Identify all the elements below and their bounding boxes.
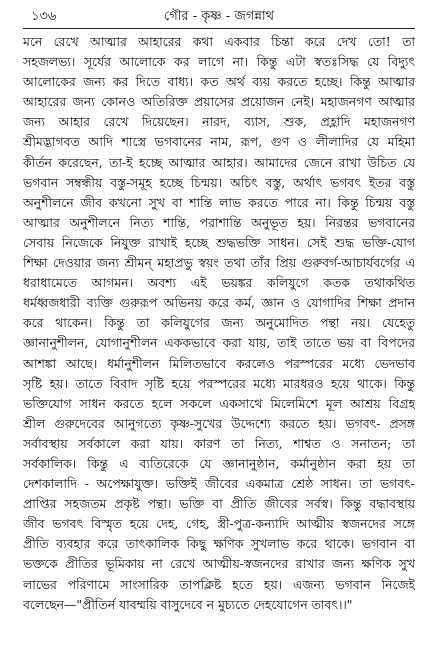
text-line: জ্ঞানানুশীলন, যোগানুশীলন এককভাবে করা যায়, তাই তাতে ভয় বা বিপদের: [23, 335, 415, 351]
body-paragraph: [23, 32, 415, 615]
text-line: ভক্তিযোগ সাধন করতে হলে সকলে একসাথে মিলেমিশে মূল আশ্রয় বিগ্রহ: [23, 395, 415, 411]
text-line: করে থাকেন। কিন্তু তা কলিযুগের জন্য অনুমোদিত পন্থা নয়। যেহেতু: [23, 315, 415, 331]
text-line: সহজলভ্য। সূর্যের আলোকে কর লাগে না। কিন্তু এটা স্বতঃসিদ্ধ যে বিদ্যুৎ: [23, 54, 415, 70]
text-line: সৃষ্টি হয়। তাতে বিবাদ সৃষ্টি হয়ে পরস্পরের মধ্যে মারধরও হয়ে থাকে। কিন্তু: [23, 375, 415, 391]
text-line: কীর্তন করেছেন, তা-ই হচ্ছে আত্মার আহার। আমাদের জেনে রাখা উচিত যে: [23, 154, 415, 170]
text-line: ভগবান সম্বন্ধীয় বস্তু-সমূহ হচ্ছে চিন্ময়। অচিৎ বস্তু, অর্থাৎ ভগবৎ ইতর বস্তু: [23, 174, 415, 190]
running-title: গৌর - কৃষ্ণ - জগন্নাথ: [163, 9, 275, 24]
text-line: দেশকালাদি - অপেক্ষাযুক্ত। ভক্তিই জীবের একমাত্র শ্রেষ্ঠ সাধন। তা ভগবৎ-: [23, 476, 415, 492]
text-line: সর্বাবস্থায় সর্বকালে করা যায়। কারণ তা নিত্য, শাশ্বত ও সনাতন; তা: [23, 435, 415, 451]
page-header: [23, 6, 415, 29]
text-line: আলোকের জন্য কর দিতে বাধ্য। কত অর্থ ব্যয় করতে হচ্ছে। কিন্তু আত্মার: [23, 74, 415, 90]
text-line: ধরাধামেতে আগমন। অবশ্য এই ভয়ঙ্কর কলিযুগে কতক তথাকথিত: [23, 275, 415, 291]
page-number: ১৩৬: [31, 9, 57, 24]
text-line: বলেছেন—"প্রীতির্ন যাবম্ময়ি বাসুদেবে ন মুচ্যতে দেহযোগেন তাবৎ।।": [23, 596, 353, 612]
text-line: প্রাপ্তির সহজতম প্রকৃষ্ট পন্থা। ভক্তি বা প্রীতি জীবের সর্বস্ব। কিন্তু বদ্ধাবস্থায়: [23, 496, 415, 512]
text-line: আত্মার অনুশীলনে নিত্য শান্তি, পরাশান্তি অনুভূত হয়। নিরন্তর ভগবানের: [23, 214, 415, 230]
text-line: প্রীতি ব্যবহার করে তাৎকালিক কিছু ক্ষণিক সুখলাভ করে থাকে। ভগবান বা: [23, 536, 415, 552]
text-line: শ্রীল গুরুদেবের আনুগত্যে কৃষ্ণ-সুখের উদ্দেশ্যে করতে হয়। ভগবৎ- প্রসঙ্গ: [23, 415, 415, 431]
text-line: আশঙ্কা আছে। ধর্মানুশীলন মিলিতভাবে করলেও পরস্পরের মধ্যে ভেদভাব: [23, 355, 415, 371]
text-line: ধর্মধ্বজধারী ব্যক্তি গুরুরূপ অভিনয় করে কর্ম, জ্ঞান ও যোগাদির শিক্ষা প্রদান: [23, 295, 415, 311]
text-line: লাভের পরিণামে সাংসারিক তাপক্লিষ্ট হতে হয়। এজন্য ভগবান নিজেই: [23, 576, 415, 592]
text-line: শ্রীমদ্ভাগবত আদি শাস্ত্রে ভগবানের নাম, রূপ, গুণ ও লীলাদির যে মহিমা: [23, 134, 415, 150]
text-line: জীব ভগবৎ বিস্মৃত হয়ে দেহ, গেহ, স্ত্রী-পুত্র-কন্যাদি আত্মীয় স্বজনদের সঙ্গে: [23, 516, 415, 532]
text-line: ভক্তকে প্রীতির ভূমিকায় না রেখে আত্মীয়-স্বজনদের রাখার জন্য ক্ষণিক সুখ: [23, 556, 415, 572]
text-line: শিক্ষা দেওয়ার জন্য শ্রীমন্ মহাপ্রভু স্বয়ং তথা তাঁর প্রিয় গুরুবর্গ-আচার্যবর্গের এ: [23, 255, 415, 271]
text-line: সর্বকালিক। কিন্তু এ ব্যতিরেকে যে জ্ঞানানুষ্ঠান, কর্মানুষ্ঠান করা হয় তা: [23, 455, 415, 471]
text-line: অনুশীলনে জীব কখনো সুখ বা শান্তি লাভ করতে পারে না। কিন্তু চিন্ময় বস্তু: [23, 194, 415, 210]
text-line: আহারের জন্য কোনও অতিরিক্ত প্রয়াসের প্রয়োজন নেই। মহাজনগণ আত্মার: [23, 94, 415, 110]
text-line: জন্য আহার রেখে দিয়েছেন। নারদ, ব্যাস, শুক, প্রহ্লাদি মহাজনগণ: [23, 114, 415, 130]
text-line: সেবায় নিজেকে নিযুক্ত রাখাই হচ্ছে শুদ্ধভক্তি সাধন। সেই শুদ্ধ ভক্তি-যোগ: [23, 234, 415, 250]
text-line: মনে রেখে আত্মার আহারের কথা একবার চিন্তা করে দেখ তো! তা: [23, 34, 415, 49]
